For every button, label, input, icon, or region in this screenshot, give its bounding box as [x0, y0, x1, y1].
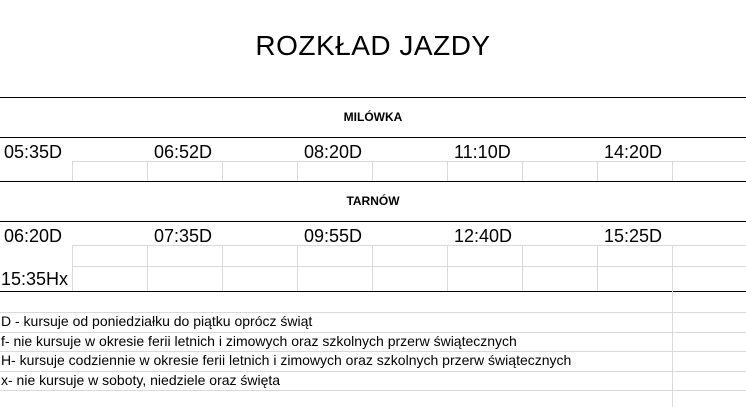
- grid-line: [147, 161, 148, 181]
- grid-line: [372, 161, 373, 181]
- grid-line: [447, 245, 448, 291]
- page-title: ROZKŁAD JAZDY: [255, 30, 491, 61]
- section-bottom-rule: [0, 221, 746, 222]
- grid-line: [0, 390, 746, 391]
- departure-time: 06:20D: [4, 226, 63, 246]
- departure-time: 06:52D: [154, 142, 213, 162]
- departure-time: 07:35D: [154, 226, 213, 246]
- legend-item: D - kursuje od poniedziałku do piątku oprócz świąt: [1, 313, 313, 329]
- grid-line: [297, 245, 298, 291]
- grid-line: [672, 161, 673, 181]
- departure-time: 12:40D: [454, 226, 513, 246]
- grid-line: [72, 161, 746, 162]
- section-heading-tarnow: TARNÓW: [346, 194, 400, 208]
- departure-time: 14:20D: [604, 142, 663, 162]
- grid-line: [522, 245, 523, 291]
- grid-line: [597, 245, 598, 291]
- grid-line: [72, 245, 746, 246]
- grid-line: [222, 245, 223, 291]
- grid-line: [297, 161, 298, 181]
- legend-item: x- nie kursuje w soboty, niedziele oraz święta: [1, 372, 281, 388]
- departure-time: 15:35Hx: [1, 269, 69, 289]
- departure-time: 09:55D: [304, 226, 363, 246]
- legend-top-rule: [0, 291, 746, 292]
- grid-line: [222, 161, 223, 181]
- grid-line: [672, 291, 673, 407]
- grid-line: [147, 245, 148, 291]
- legend-item: H- kursuje codziennie w okresie ferii letnich i zimowych oraz szkolnych przerw świątecznych: [1, 352, 572, 368]
- section-top-rule: [0, 97, 746, 98]
- grid-line: [672, 245, 673, 291]
- departure-time: 15:25D: [604, 226, 663, 246]
- grid-line: [72, 161, 73, 181]
- grid-line: [447, 161, 448, 181]
- grid-line: [72, 266, 746, 267]
- section-top-rule: [0, 181, 746, 182]
- grid-line: [72, 245, 73, 291]
- departure-time: 05:35D: [4, 142, 63, 162]
- section-heading-milowka: MILÓWKA: [343, 110, 403, 124]
- section-bottom-rule: [0, 137, 746, 138]
- legend-item: f- nie kursuje w okresie ferii letnich i zimowych oraz szkolnych przerw świątecznych: [1, 333, 517, 349]
- grid-line: [372, 245, 373, 291]
- grid-line: [597, 161, 598, 181]
- departure-time: 08:20D: [304, 142, 363, 162]
- departure-time: 11:10D: [454, 142, 511, 162]
- grid-line: [522, 161, 523, 181]
